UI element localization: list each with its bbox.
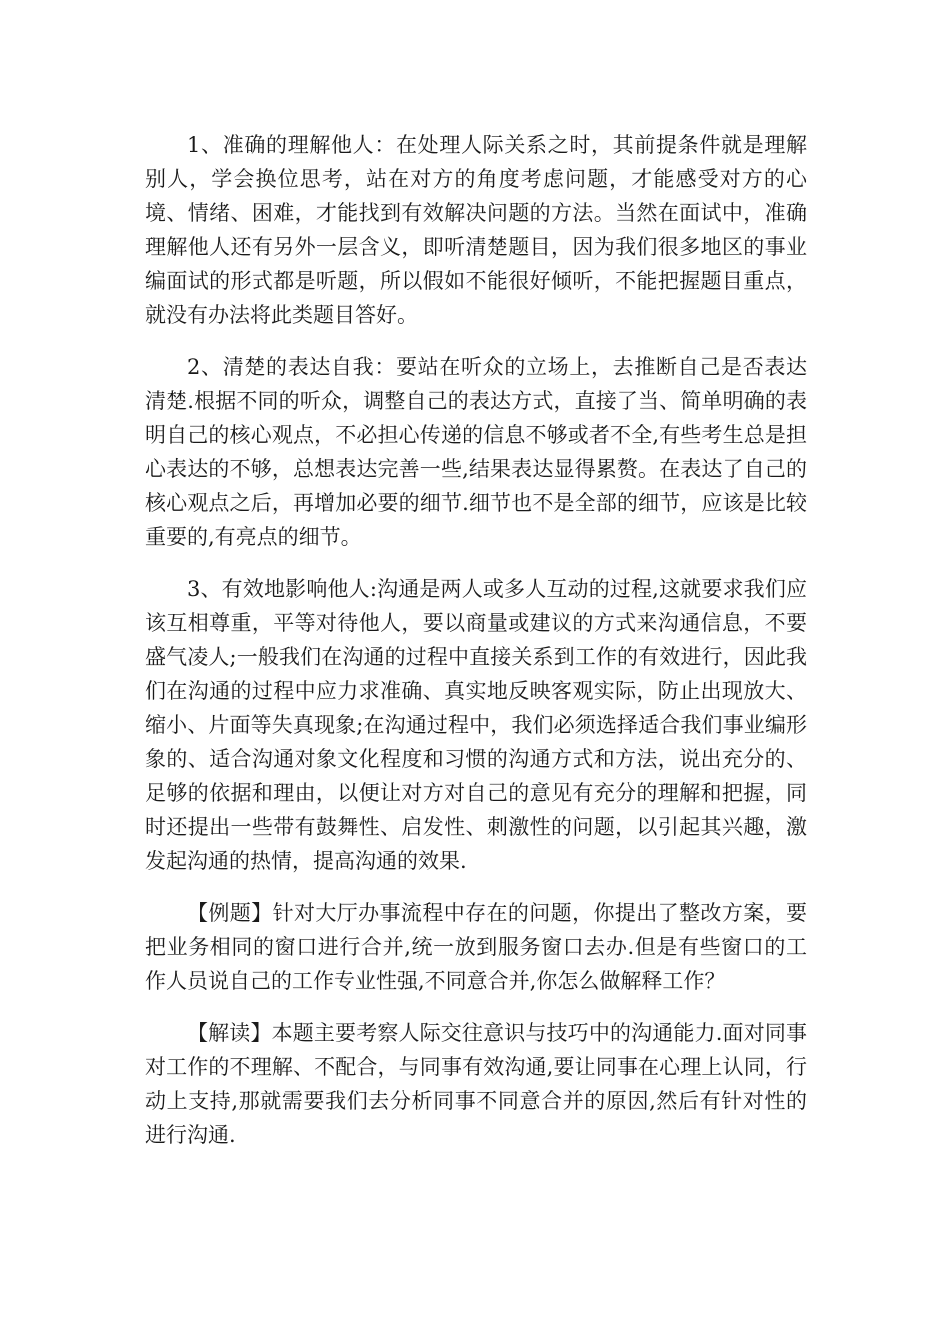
- paragraph-clear-expression: 2、清楚的表达自我：要站在听众的立场上，去推断自己是否表达清楚.根据不同的听众，调整自己的表达方式，直接了当、简单明确的表明自己的核心观点，不必担心传递的信息不够或者不全,有些考生总是担心表达的不够，总想表达完善一些,结果表达显得累赘。在表达了自己的核心观点之后，再增加必要的细节.细节也不是全部的细节，应该是比较重要的,有亮点的细节。: [145, 355, 807, 549]
- paragraph-interpretation: 【解读】本题主要考察人际交往意识与技巧中的沟通能力.面对同事对工作的不理解、不配合，与同事有效沟通,要让同事在心理上认同，行动上支持,那就需要我们去分析同事不同意合并的原因,然后有针对性的进行沟通.: [145, 1021, 807, 1147]
- paragraph-influencing-others: 3、有效地影响他人:沟通是两人或多人互动的过程,这就要求我们应该互相尊重，平等对待他人，要以商量或建议的方式来沟通信息，不要盛气凌人;一般我们在沟通的过程中直接关系到工作的有效进行，因此我们在沟通的过程中应力求准确、真实地反映客观实际，防止出现放大、缩小、片面等失真现象;在沟通过程中，我们必须选择适合我们事业编形象的、适合沟通对象文化程度和习惯的沟通方式和方法，说出充分的、足够的依据和理由，以便让对方对自己的意见有充分的理解和把握，同时还提出一些带有鼓舞性、启发性、刺激性的问题，以引起其兴趣，激发起沟通的热情，提高沟通的效果.: [145, 577, 807, 873]
- paragraph-example-question: 【例题】针对大厅办事流程中存在的问题，你提出了整改方案，要把业务相同的窗口进行合并,统一放到服务窗口去办.但是有些窗口的工作人员说自己的工作专业性强,不同意合并,你怎么做解释工作？: [145, 901, 807, 993]
- paragraph-understanding-others: 1、准确的理解他人：在处理人际关系之时，其前提条件就是理解别人，学会换位思考，站在对方的角度考虑问题，才能感受对方的心境、情绪、困难，才能找到有效解决问题的方法。当然在面试中，准确理解他人还有另外一层含义，即听清楚题目，因为我们很多地区的事业编面试的形式都是听题，所以假如不能很好倾听，不能把握题目重点，就没有办法将此类题目答好。: [145, 133, 807, 327]
- document-page: [145, 128, 807, 1170]
